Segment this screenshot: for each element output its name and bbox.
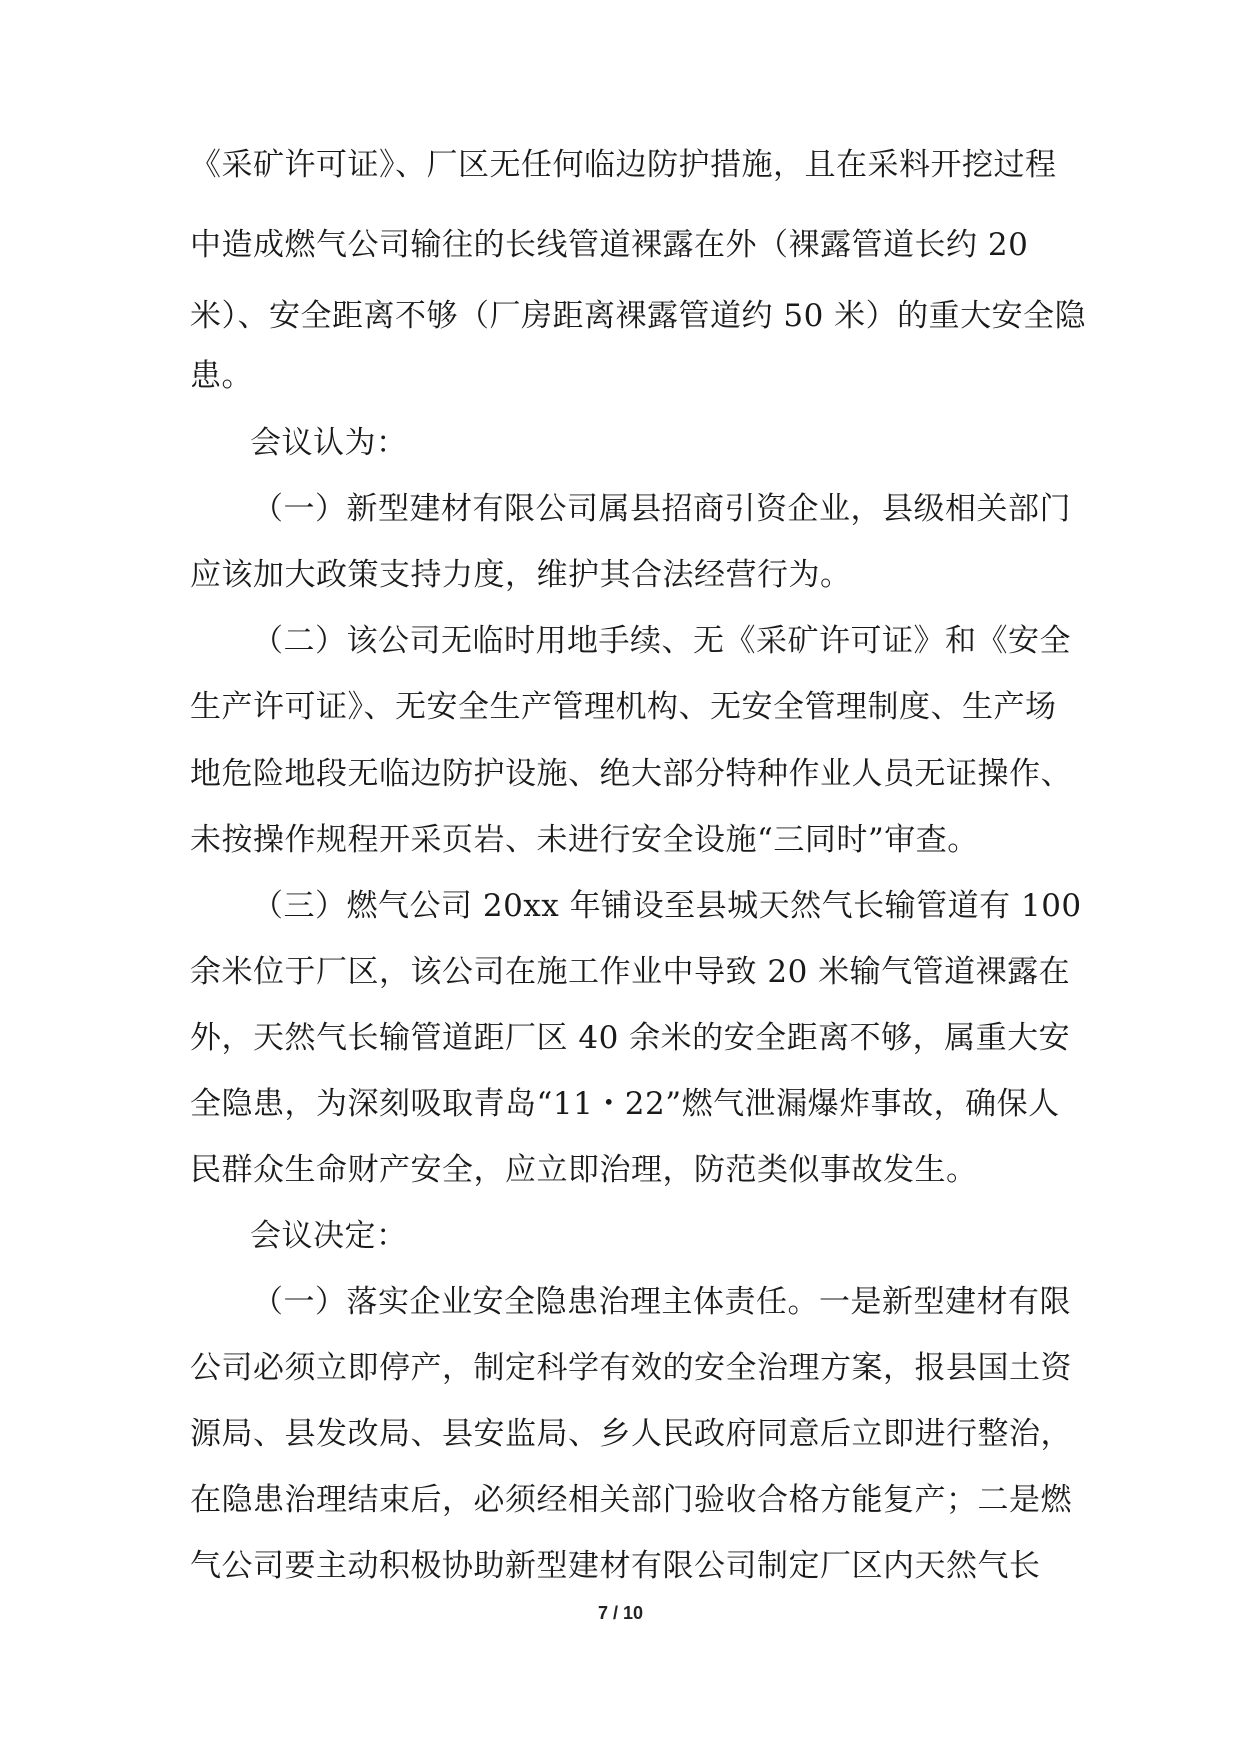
text-line: 气公司要主动积极协助新型建材有限公司制定厂区内天然气长 xyxy=(190,1548,1041,1584)
text-line: 米）、安全距离不够（厂房距离裸露管道约 50 米）的重大安全隐 xyxy=(190,298,1087,334)
text-line: 余米位于厂区，该公司在施工作业中导致 20 米输气管道裸露在 xyxy=(190,954,1071,990)
paragraph-start: （二）该公司无临时用地手续、无《采矿许可证》和《安全 xyxy=(252,623,1071,659)
paragraph-start: （一）落实企业安全隐患治理主体责任。一是新型建材有限 xyxy=(252,1284,1071,1320)
text-line: 中造成燃气公司输往的长线管道裸露在外（裸露管道长约 20 xyxy=(190,227,1029,263)
text-line: 生产许可证》、无安全生产管理机构、无安全管理制度、生产场 xyxy=(190,689,1057,725)
page-number: 7 / 10 xyxy=(597,1603,644,1623)
section-heading: 会议决定： xyxy=(250,1218,408,1254)
text-line: 在隐患治理结束后，必须经相关部门验收合格方能复产；二是燃 xyxy=(190,1482,1072,1518)
section-heading: 会议认为： xyxy=(250,425,408,461)
text-line: 应该加大政策支持力度，维护其合法经营行为。 xyxy=(190,557,852,593)
paragraph-start: （三）燃气公司 20xx 年铺设至县城天然气长输管道有 100 xyxy=(252,888,1082,924)
text-line: 民群众生命财产安全，应立即治理，防范类似事故发生。 xyxy=(190,1152,978,1188)
text-line: 公司必须立即停产，制定科学有效的安全治理方案，报县国土资 xyxy=(190,1350,1072,1386)
text-line: 全隐患，为深刻吸取青岛“11・22”燃气泄漏爆炸事故，确保人 xyxy=(190,1086,1060,1122)
text-line: 外，天然气长输管道距厂区 40 余米的安全距离不够，属重大安 xyxy=(190,1020,1071,1056)
text-line: 未按操作规程开采页岩、未进行安全设施“三同时”审查。 xyxy=(190,822,979,858)
text-line: 地危险地段无临边防护设施、绝大部分特种作业人员无证操作、 xyxy=(190,756,1072,792)
text-line: 《采矿许可证》、厂区无任何临边防护措施，且在采料开挖过程 xyxy=(190,147,1057,183)
paragraph-start: （一）新型建材有限公司属县招商引资企业，县级相关部门 xyxy=(252,491,1071,527)
text-line: 患。 xyxy=(190,358,253,394)
text-line: 源局、县发改局、县安监局、乡人民政府同意后立即进行整治， xyxy=(190,1416,1072,1452)
